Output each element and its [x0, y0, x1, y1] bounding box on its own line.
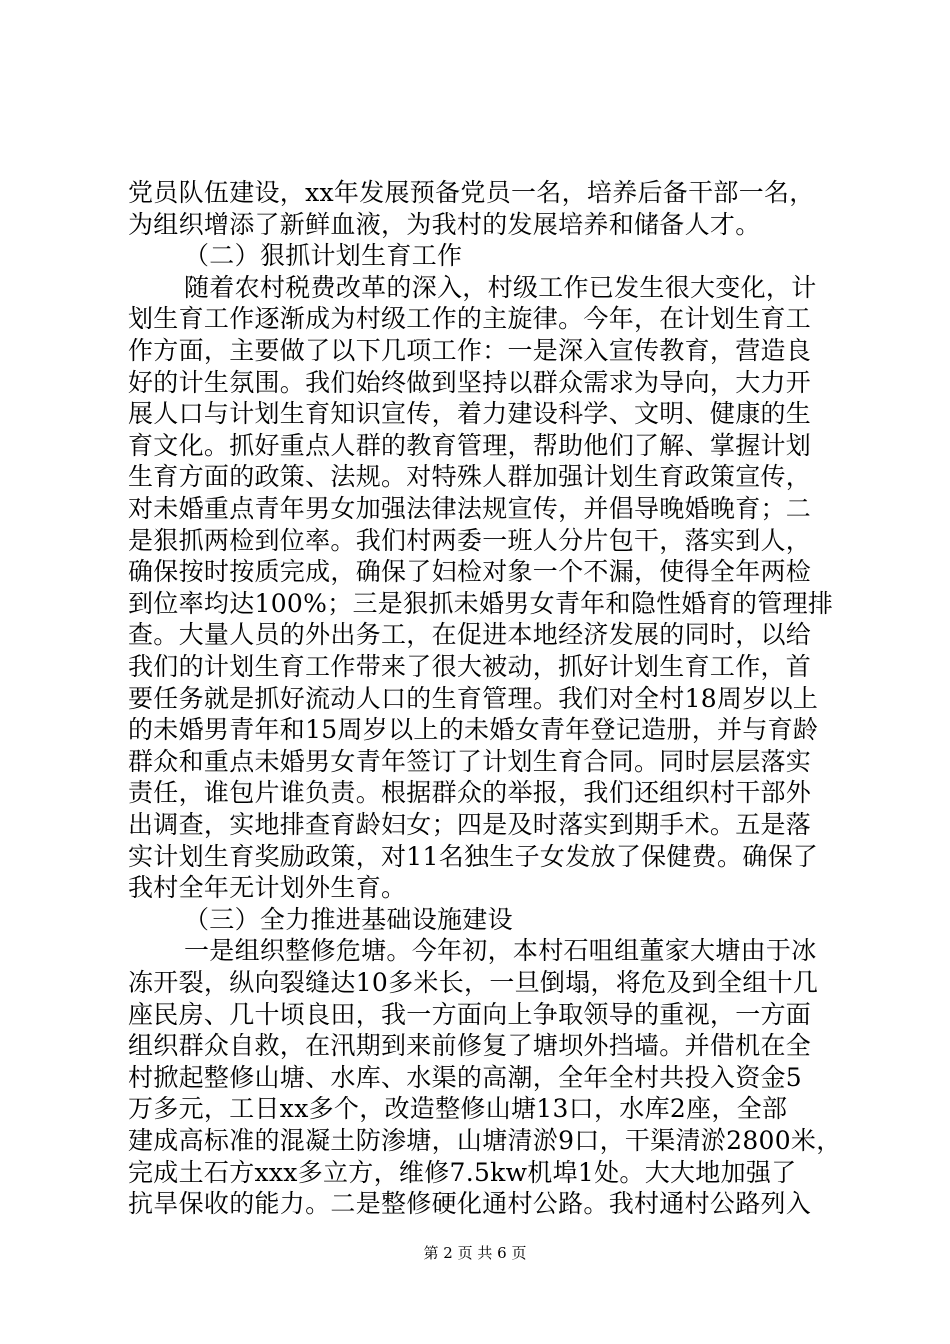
- text-line: 冻开裂，纵向裂缝达10多米长，一旦倒塌，将危及到全组十几: [128, 968, 819, 997]
- text-line: 我们的计划生育工作带来了很大被动，抓好计划生育工作，首: [128, 652, 812, 681]
- text-line: 随着农村税费改革的深入，村级工作已发生很大变化，计: [184, 272, 817, 302]
- text-line: 我村全年无计划外生育。: [128, 873, 407, 903]
- text-line: 到位率均达100%；三是狠抓未婚男女青年和隐性婚育的管理排: [128, 588, 834, 618]
- text-line: 抗旱保收的能力。二是整修硬化通村公路。我村通村公路列入: [128, 1189, 812, 1219]
- text-line: 党员队伍建设，xx年发展预备党员一名，培养后备干部一名，: [128, 178, 815, 207]
- text-line: 是狠抓两检到位率。我们村两委一班人分片包干，落实到人，: [128, 525, 812, 555]
- text-line: 座民房、几十顷良田，我一方面向上争取领导的重视，一方面: [128, 999, 812, 1029]
- text-line: 作方面，主要做了以下几项工作：一是深入宣传教育，营造良: [128, 336, 812, 365]
- text-line: 完成土石方xxx多立方，维修7.5kw机埠1处。大大地加强了: [128, 1157, 797, 1187]
- text-line: 群众和重点未婚男女青年签订了计划生育合同。同时层层落实: [128, 746, 812, 776]
- text-line: 展人口与计划生育知识宣传，着力建设科学、文明、健康的生: [128, 399, 812, 429]
- page-footer: 第 2 页 共 6 页: [423, 1244, 527, 1262]
- text-line: 确保按时按质完成，确保了妇检对象一个不漏，使得全年两检: [128, 557, 812, 587]
- text-line: 一是组织整修危塘。今年初，本村石咀组董家大塘由于冰: [184, 936, 817, 966]
- text-line: 责任，谁包片谁负责。根据群众的举报，我们还组织村干部外: [128, 778, 812, 808]
- text-line: 要任务就是抓好流动人口的生育管理。我们对全村18周岁以上: [128, 683, 819, 713]
- text-line: 万多元，工日xx多个，改造整修山塘13口，水库2座，全部: [128, 1094, 788, 1124]
- text-line: 生育方面的政策、法规。对特殊人群加强计划生育政策宣传，: [128, 462, 812, 492]
- text-line: 对未婚重点青年男女加强法律法规宣传，并倡导晚婚晚育；二: [128, 494, 812, 523]
- text-line: 育文化。抓好重点人群的教育管理，帮助他们了解、掌握计划: [128, 430, 812, 460]
- text-line: 为组织增添了新鲜血液，为我村的发展培养和储备人才。: [128, 209, 761, 239]
- text-line: 村掀起整修山塘、水库、水渠的高潮，全年全村共投入资金5: [128, 1062, 803, 1092]
- text-line: 划生育工作逐渐成为村级工作的主旋律。今年，在计划生育工: [128, 304, 812, 334]
- text-line: 好的计生氛围。我们始终做到坚持以群众需求为导向，大力开: [128, 367, 812, 397]
- text-line: （二）狠抓计划生育工作: [184, 241, 463, 271]
- text-line: 建成高标准的混凝土防渗塘，山塘清淤9口，干渠清淤2800米，: [128, 1126, 842, 1155]
- text-line: 实计划生育奖励政策，对11名独生子女发放了保健费。确保了: [128, 841, 819, 871]
- text-line: 出调查，实地排查育龄妇女；四是及时落实到期手术。五是落: [128, 810, 812, 839]
- text-line: 组织群众自救，在汛期到来前修复了塘坝外挡墙。并借机在全: [128, 1031, 812, 1061]
- text-line: 的未婚男青年和15周岁以上的未婚女青年登记造册，并与育龄: [128, 715, 819, 745]
- text-line: （三）全力推进基础设施建设: [184, 904, 513, 934]
- text-line: 查。大量人员的外出务工，在促进本地经济发展的同时，以给: [128, 620, 812, 650]
